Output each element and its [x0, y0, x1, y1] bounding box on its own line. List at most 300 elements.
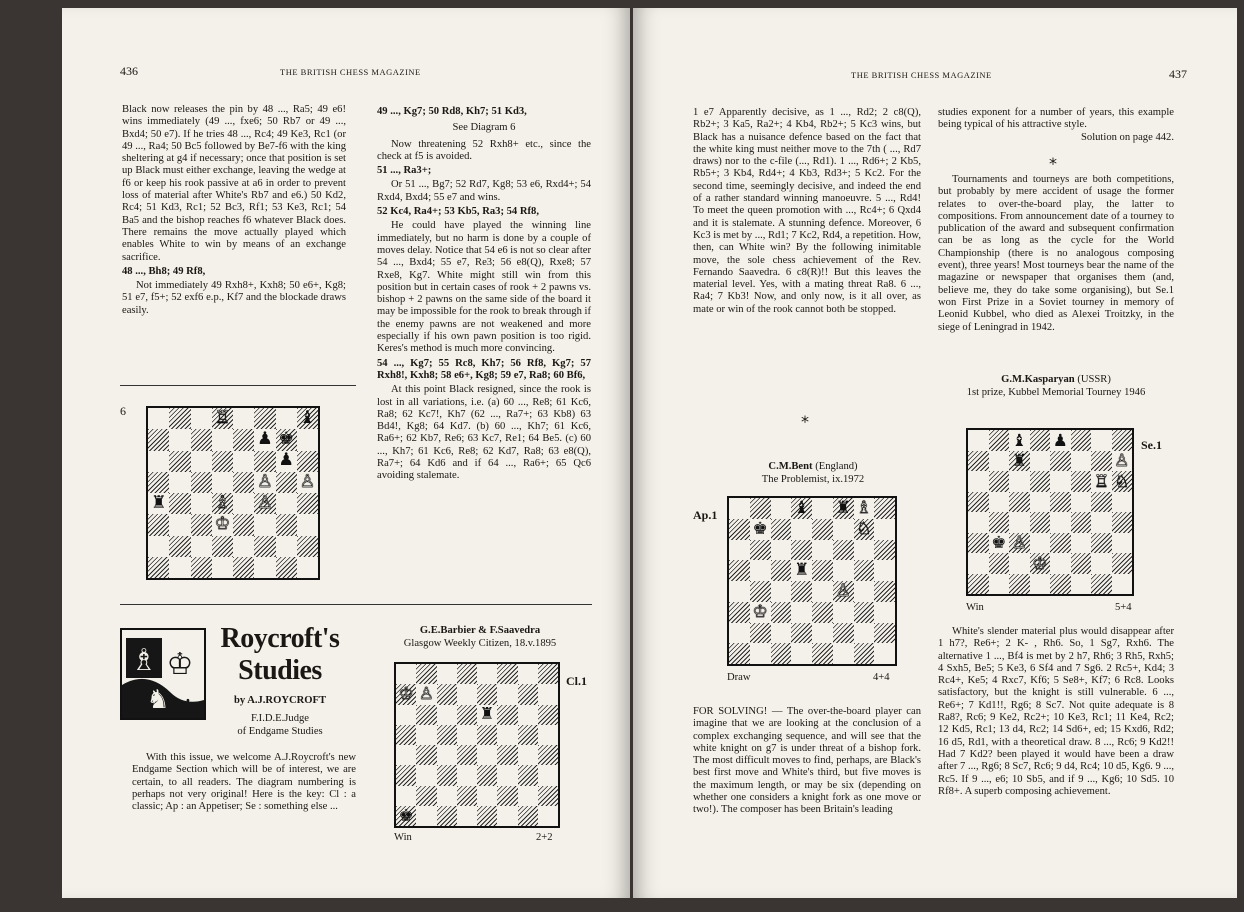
board-square [854, 643, 875, 664]
board-square [437, 664, 457, 684]
board-square [416, 786, 436, 806]
board-square [191, 451, 212, 472]
board-square [771, 519, 792, 540]
cl1-source: Glasgow Weekly Citizen, 18.v.1895 [403, 638, 557, 649]
board-square [854, 602, 875, 623]
tourneys-paragraph: Tournaments and tourneys are both competitions, but probably by mere accident of usage the former relates to over-the-board play, the latter to compositions. From announcement date of a tourney to publication of the award and subsequent confirmation can be as long as the cycle for the World Championship (there is no analogous composing event), three years! Most tourneys bear the name of the magazine or newspaper that organises them (and, believe me, they do take some organising), but Se.1 won First Prize in a Soviet tourney in memory of Leonid Kubbel, who died as Alexei Troitzky, in the siege of Leningrad in 1942. [938, 174, 1174, 333]
board-square [396, 806, 416, 826]
board-square [297, 408, 318, 429]
board-square [148, 514, 169, 535]
chess-diagram-ap1 [727, 496, 897, 666]
board-square [254, 408, 275, 429]
board-square [771, 643, 792, 664]
board-square [874, 643, 895, 664]
board-square [833, 602, 854, 623]
board-square [833, 560, 854, 581]
board-square [968, 492, 989, 513]
board-square [854, 540, 875, 561]
cl1-composers: G.E.Barbier & F.Saavedra [419, 625, 541, 636]
white-king-icon: ♔ [398, 684, 414, 704]
board-square [1030, 430, 1051, 451]
board-square [148, 536, 169, 557]
board-square [1009, 574, 1030, 595]
board-square [1009, 533, 1030, 554]
white-pawn-icon: ♙ [257, 471, 273, 492]
board-square [1091, 451, 1112, 472]
board-square [729, 519, 750, 540]
board-square [518, 664, 538, 684]
page-number: 437 [1169, 67, 1187, 81]
board-square [477, 786, 497, 806]
board-square [497, 765, 517, 785]
board-square [1050, 512, 1071, 533]
board-square [148, 557, 169, 578]
board-square [212, 472, 233, 493]
white-pawn-icon: ♙ [418, 684, 434, 704]
board-square [874, 519, 895, 540]
board-square [254, 451, 275, 472]
board-square [1091, 533, 1112, 554]
board-square [437, 725, 457, 745]
board-square [297, 429, 318, 450]
white-bishop-icon: ♗ [856, 498, 872, 518]
paragraph: Now threatening 52 Rxh8+ etc., since the check at f5 is avoided. [377, 138, 591, 162]
ap1-source: The Problemist, ix.1972 [761, 474, 865, 485]
board-square [833, 519, 854, 540]
board-square [771, 602, 792, 623]
board-square [833, 581, 854, 602]
board-square [169, 472, 190, 493]
board-square [812, 540, 833, 561]
board-square [750, 643, 771, 664]
chess-diagram-se1 [966, 428, 1134, 596]
board-square [538, 806, 558, 826]
board-square [416, 806, 436, 826]
white-pawn-icon: ♙ [1011, 532, 1027, 553]
white-pawn-icon: ♙ [835, 581, 851, 601]
board-square [1071, 492, 1092, 513]
board-square [968, 533, 989, 554]
board-square [457, 664, 477, 684]
game-moves: 48 ..., Bh8; 49 Rf8, [122, 265, 206, 277]
white-knight-icon: ♘ [856, 518, 872, 539]
board-square [254, 429, 275, 450]
board-square [750, 623, 771, 644]
board-square [169, 557, 190, 578]
board-square [477, 745, 497, 765]
board-square [1112, 533, 1133, 554]
board-square [276, 472, 297, 493]
board-square [989, 471, 1010, 492]
board-square [212, 557, 233, 578]
board-square [1050, 553, 1071, 574]
board-square [1112, 451, 1133, 472]
board-square [1030, 492, 1051, 513]
section-title-line-1: Roycroft's [220, 623, 340, 654]
board-square [729, 498, 750, 519]
board-square [791, 643, 812, 664]
paragraph: studies exponent for a number of years, this example being typical of his attractive style. [938, 107, 1174, 131]
board-square [874, 602, 895, 623]
board-square [750, 581, 771, 602]
board-square [812, 602, 833, 623]
white-pawn-icon: ♙ [299, 471, 316, 492]
black-rook-icon: ♜ [794, 560, 810, 581]
ap1-label: Ap.1 [693, 508, 718, 522]
game-moves: 51 ..., Ra3+; [377, 165, 432, 177]
board-square [1030, 574, 1051, 595]
board-square [1030, 471, 1051, 492]
section-title-line-2: Studies [238, 655, 322, 686]
board-square [874, 540, 895, 561]
board-square [1050, 451, 1071, 472]
board-square [233, 429, 254, 450]
board-square [416, 684, 436, 704]
black-king-icon: ♚ [991, 532, 1007, 553]
board-square [148, 429, 169, 450]
board-square [1112, 492, 1133, 513]
board-square [457, 705, 477, 725]
board-square [1030, 553, 1051, 574]
board-square [297, 557, 318, 578]
section-rule [120, 604, 592, 605]
board-square [989, 574, 1010, 595]
board-square [791, 560, 812, 581]
board-square [874, 581, 895, 602]
board-square [518, 786, 538, 806]
credential-1: F.I.D.E.Judge [250, 713, 309, 724]
board-square [854, 581, 875, 602]
black-bishop-icon: ♝ [1011, 430, 1027, 450]
board-square [191, 408, 212, 429]
board-square [874, 560, 895, 581]
board-square [968, 512, 989, 533]
board-square [812, 581, 833, 602]
article-column-2-top [938, 107, 1174, 144]
page-number: 436 [120, 64, 138, 78]
board-square [191, 493, 212, 514]
board-square [750, 498, 771, 519]
board-square [791, 602, 812, 623]
board-square [437, 806, 457, 826]
board-square [233, 408, 254, 429]
chess-diagram-cl1 [394, 662, 560, 828]
paragraph: He could have played the winning line immediately, but no harm is done by a couple of moves delay. Notice that 54 e6 is not so clear after 54 ..., Bxd4; 55 e7, Re3; 56 e8(Q), Rxe8; 57 Rxe8, Kg7. White might still win from this position but in certain cases of rook + 2 pawns vs. bishop + 2 pawns on the same side of the board it may be impossible for the rook to break through if the enemy pawns are not weakened and more especially if his own pawn position is too rigid. Keres's method is much more convincing. [377, 220, 591, 355]
board-square [191, 557, 212, 578]
black-bishop-icon: ♝ [299, 408, 316, 428]
board-square [416, 664, 436, 684]
board-square [254, 472, 275, 493]
board-square [833, 540, 854, 561]
diagram-number: 6 [120, 404, 126, 418]
white-king-icon: ♔ [214, 514, 231, 535]
board-square [148, 451, 169, 472]
board-square [191, 429, 212, 450]
board-square [1112, 574, 1133, 595]
board-square [497, 705, 517, 725]
board-square [989, 512, 1010, 533]
board-square [750, 560, 771, 581]
board-square [212, 536, 233, 557]
board-square [812, 519, 833, 540]
board-square [854, 519, 875, 540]
board-square [1112, 553, 1133, 574]
board-square [212, 493, 233, 514]
board-square [750, 519, 771, 540]
roycroft-logo [120, 628, 206, 720]
board-square [538, 745, 558, 765]
board-square [437, 705, 457, 725]
board-square [968, 471, 989, 492]
board-square [416, 745, 436, 765]
board-square [518, 745, 538, 765]
board-square [812, 643, 833, 664]
board-square [297, 472, 318, 493]
board-square [538, 684, 558, 704]
svg-text:♔: ♔ [166, 647, 194, 682]
board-square [538, 705, 558, 725]
board-square [750, 540, 771, 561]
black-rook-icon: ♜ [150, 493, 167, 513]
board-square [254, 514, 275, 535]
left-page [62, 8, 630, 898]
board-square [212, 408, 233, 429]
running-head: THE BRITISH CHESS MAGAZINE [280, 67, 421, 77]
board-square [396, 705, 416, 725]
board-square [212, 514, 233, 535]
board-square [791, 540, 812, 561]
ap1-composer-country: (England) [812, 461, 858, 472]
board-square [1112, 430, 1133, 451]
board-square [833, 643, 854, 664]
board-square [396, 664, 416, 684]
board-square [276, 451, 297, 472]
board-square [254, 536, 275, 557]
board-square [968, 430, 989, 451]
se1-composer [938, 373, 1174, 386]
byline: by A.J.ROYCROFT [233, 695, 327, 706]
section-intro [132, 752, 356, 813]
board-square [1050, 430, 1071, 451]
board-square [497, 786, 517, 806]
board-square [989, 451, 1010, 472]
board-square [396, 745, 416, 765]
board-square [518, 705, 538, 725]
board-square [968, 451, 989, 472]
board-square [538, 786, 558, 806]
board-square [233, 557, 254, 578]
board-square [457, 765, 477, 785]
paragraph: Or 51 ..., Bg7; 52 Rd7, Kg8; 53 e6, Rxd4+; 54 Rxd4, Bxd4; 55 e7 and wins. [377, 179, 591, 203]
board-square [297, 514, 318, 535]
board-square [1091, 512, 1112, 533]
board-square [497, 664, 517, 684]
white-rook-icon: ♖ [214, 408, 231, 428]
column-rule [120, 385, 356, 386]
board-square [1009, 553, 1030, 574]
board-square [729, 602, 750, 623]
board-square [437, 786, 457, 806]
intro-paragraph: With this issue, we welcome A.J.Roycroft's new Endgame Section which will be of interest, we are certain, to all readers. The diagram numbering is perhaps not very original! Here is the key: Cl : a classic; Ap : an Appetiser; Se : something else ... [132, 752, 356, 813]
board-square [1071, 533, 1092, 554]
paragraph: At this point Black resigned, since the rook is lost in all variations, i.e. (a) 60 ..., Re8; 61 Kc6, Ra8; 62 Kc7!, Kh7 (62 ..., Ra7+; 63 Kb8) 63 Bd4!, Kg8; 64 Kd7. (b) 60 ..., Kh7; 61 Kc6, Ra6+; 62 Kb7, Re6; 63 Kc7, Re1; 64 Be5. (c) 60 ..., Kh7; 61 Kc6, Re8; 62 Kd7, Ra8; 63 e8(Q), Ra7+; 64 Kd6 and if 64 ..., Ra6+; 65 Qc6 avoiding stalemate. [377, 384, 591, 482]
game-moves: 54 ..., Kg7; 55 Rc8, Kh7; 56 Rf8, Kg7; 57 Rxh8!, Kxh8; 58 e6+, Kg8; 59 e7, Ra8; 60 Bf6, [377, 357, 591, 381]
board-square [276, 408, 297, 429]
board-square [968, 553, 989, 574]
white-pawn-icon: ♙ [1114, 450, 1130, 471]
board-square [750, 602, 771, 623]
board-square [457, 806, 477, 826]
game-moves: 52 Kc4, Ra4+; 53 Kb5, Ra3; 54 Rf8, [377, 206, 539, 218]
board-square [791, 519, 812, 540]
board-square [169, 408, 190, 429]
se1-result: Win [966, 602, 984, 613]
board-square [1091, 430, 1112, 451]
se1-count: 5+4 [1115, 602, 1132, 613]
separator-star: * [801, 412, 809, 431]
board-square [1009, 512, 1030, 533]
paragraph: Black now releases the pin by 48 ..., Ra5; 49 e6! wins immediately (49 ..., fxe6; 50 Rb7 or 49 ..., Bxd4; 50 e7). If he tries 48 ..., Rc4; 49 Ke3, Rc1 (or 49 ..., Ra4; 50 Bc5 followed by Be7-f6 with the king sheltering at g4 if necessary; once that position is set up Black must either exchange, leaving the wedge at f6 or keep his rook passive at a6 in order to prevent loss of material after White's Rb7 and e6.) 50 Kd2, Rc4; 51 Kd3, Rc1; 52 Bc3, Rf1; 53 Ke3, Rc1; 54 Ba5 and the bishop reaches f6 whatever Black does. There remains the move actually played which enables White to win by means of an exchange sacrifice. [122, 104, 346, 263]
board-square [416, 765, 436, 785]
board-square [854, 623, 875, 644]
board-square [729, 540, 750, 561]
board-square [1071, 451, 1092, 472]
board-square [1050, 471, 1071, 492]
se1-solution-column [938, 626, 1174, 798]
board-square [233, 536, 254, 557]
board-square [1112, 471, 1133, 492]
board-square [833, 623, 854, 644]
board-square [874, 498, 895, 519]
board-square [518, 684, 538, 704]
board-square [437, 765, 457, 785]
board-square [538, 664, 558, 684]
board-square [477, 664, 497, 684]
board-square [1071, 574, 1092, 595]
board-square [812, 498, 833, 519]
board-square [1091, 574, 1112, 595]
white-pawn-icon: ♙ [257, 493, 273, 513]
chess-diagram-6 [146, 406, 320, 580]
board-square [276, 557, 297, 578]
board-square [233, 451, 254, 472]
board-square [297, 451, 318, 472]
black-rook-icon: ♜ [479, 704, 495, 724]
board-square [812, 623, 833, 644]
board-square [276, 429, 297, 450]
board-square [833, 498, 854, 519]
board-square [396, 725, 416, 745]
article-column-1 [693, 107, 921, 316]
paragraph: Solution on page 442. [1081, 131, 1174, 143]
board-square [729, 581, 750, 602]
board-square [771, 623, 792, 644]
board-square [1071, 471, 1092, 492]
ap1-composer [713, 460, 913, 473]
board-square [1071, 430, 1092, 451]
board-square [396, 765, 416, 785]
black-bishop-icon: ♝ [794, 498, 810, 518]
board-square [1071, 553, 1092, 574]
se1-source: 1st prize, Kubbel Memorial Tourney 1946 [966, 387, 1146, 398]
cl1-label: Cl.1 [566, 674, 587, 688]
board-square [437, 745, 457, 765]
board-square [212, 451, 233, 472]
board-square [276, 514, 297, 535]
board-square [297, 493, 318, 514]
board-square [396, 786, 416, 806]
board-square [1091, 492, 1112, 513]
white-king-icon: ♔ [752, 601, 768, 622]
paragraph: Not immediately 49 Rxh8+, Kxh8; 50 e6+, Kg8; 51 e7, f5+; 52 exf6 e.p., Kf7 and the blockade draws easily. [122, 280, 346, 316]
board-square [233, 493, 254, 514]
board-square [477, 725, 497, 745]
board-square [148, 408, 169, 429]
board-square [729, 623, 750, 644]
board-square [191, 514, 212, 535]
article-column-1 [122, 104, 346, 317]
board-square [1009, 471, 1030, 492]
black-pawn-icon: ♟ [1052, 430, 1068, 450]
board-square [791, 498, 812, 519]
board-square [1030, 512, 1051, 533]
ap1-result: Draw [727, 672, 751, 683]
right-page [633, 8, 1237, 898]
board-square [1050, 574, 1071, 595]
board-square [1009, 451, 1030, 472]
white-bishop-icon: ♗ [214, 493, 231, 513]
board-square [169, 429, 190, 450]
cl1-count: 2+2 [536, 832, 553, 843]
board-square [729, 643, 750, 664]
board-square [254, 557, 275, 578]
separator-star-2: * [1049, 154, 1057, 173]
board-square [148, 493, 169, 514]
se1-composer-country: (USSR) [1074, 374, 1111, 385]
board-square [1050, 492, 1071, 513]
board-square [497, 725, 517, 745]
board-square [1091, 471, 1112, 492]
board-square [729, 560, 750, 581]
board-square [812, 560, 833, 581]
board-square [518, 806, 538, 826]
board-square [1030, 533, 1051, 554]
board-square [276, 493, 297, 514]
board-square [771, 540, 792, 561]
white-knight-icon: ♘ [1114, 471, 1130, 491]
for-solving-column [693, 706, 921, 817]
game-moves: 49 ..., Kg7; 50 Rd8, Kh7; 51 Kd3, [377, 106, 527, 117]
board-square [791, 623, 812, 644]
ap1-composer-name: C.M.Bent [768, 461, 813, 472]
board-square [497, 745, 517, 765]
board-square [771, 581, 792, 602]
se1-solution-paragraph: White's slender material plus would disappear after 1 h7?, Re6+; 2 K- , Rh6. So, 1 Sg7, Rxh6. The alternative 1 ..., Bf4 is met by 2 h7, Rh6; 3 Rh5, Rxh5; 4 Sxh5, Be5; 5 Ke3, 6 Sf4 and 7 Sg6. 2 Rc5+, Kd4; 3 Rc4+, Ke5; 4 Rxc7, Kf6; 5 Se8+, Kf7; 6 Rc8. Looks satisfactory, but the knight is still vulnerable. 6 ..., Re6+; 7 Kd1!!, Rg6; 8 Sc7. Not quite adequate is 8 Ra8?, Rc6; 9 Ke2, Rc2+; 10 Ke3, Rc1; 11 Ke4, Rc2; 12 Kd5, Rc1; 13 d4, Rc2; 14 Sd6+, ed; 15 Kxd6, Rd2; 16 d5, Rd1, with a theoretical draw. 8 ..., Rc6; 9 Kd2!! Had 7 Kd2? been played it would have been a draw after 7 ..., Rg6; 8 Sc7, Rc6; 9 d4, Rc4; 10 d5, Kg6. 9 ..., Rc5. If 9 ..., e6; 10 Sb5, and if 9 ..., Kg6; 10 Sd5. 10 Rf8+. A superb composing achievement. [938, 626, 1174, 797]
board-square [457, 745, 477, 765]
board-square [169, 493, 190, 514]
black-king-icon: ♚ [278, 429, 294, 450]
board-square [457, 786, 477, 806]
board-square [416, 725, 436, 745]
board-square [457, 725, 477, 745]
board-square [874, 623, 895, 644]
black-rook-icon: ♜ [1011, 450, 1027, 471]
board-square [457, 684, 477, 704]
svg-text:♞: ♞ [146, 685, 170, 715]
board-square [989, 430, 1010, 451]
board-square [989, 492, 1010, 513]
black-king-icon: ♚ [752, 518, 768, 539]
